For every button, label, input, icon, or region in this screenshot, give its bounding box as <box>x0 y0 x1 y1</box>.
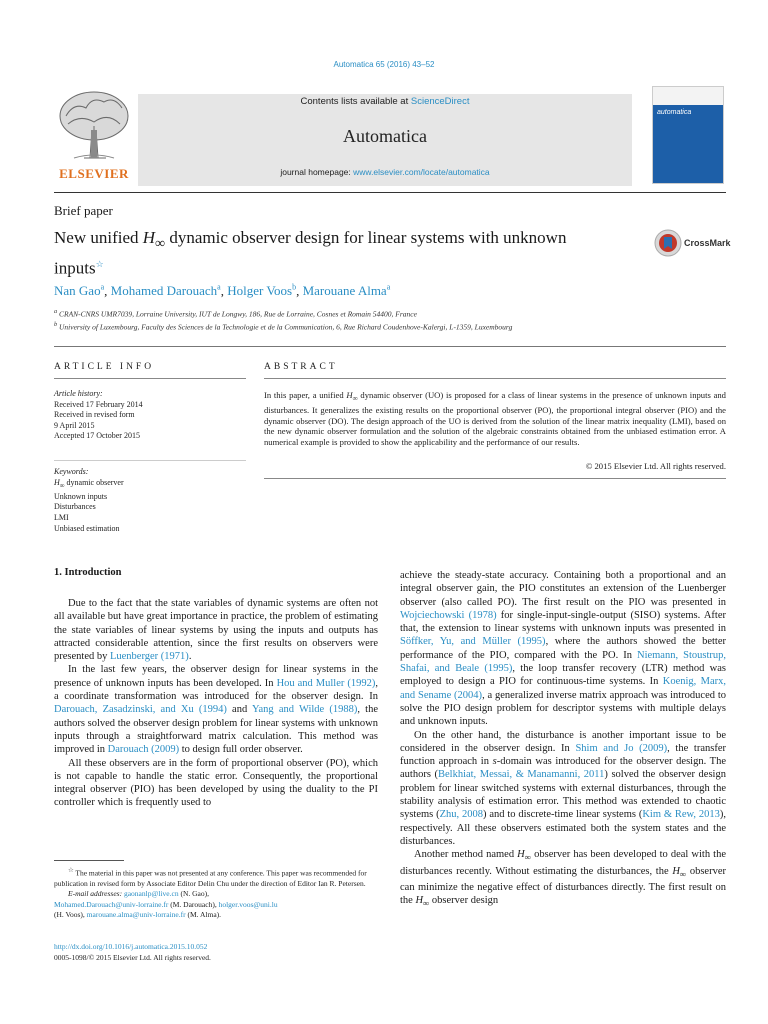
author-link[interactable]: Holger Voos$^b$ <box>227 283 297 299</box>
history-line: Received 17 February 2014 <box>54 399 143 409</box>
crossmark-badge[interactable] <box>654 229 744 257</box>
reference-link[interactable]: Wojciechowski (1978) <box>400 609 497 621</box>
keyword: LMI <box>54 512 69 522</box>
journal-header-band <box>138 94 632 186</box>
title-footnote-marker[interactable]: ☆ <box>95 259 104 270</box>
paragraph: In the last few years, the observer design for linear systems in the presence of unknown inputs has been developed. In Hou and Muller (1992), a coordinate transformation was introduced for the observer design. In Darouach, Zasadzinski, and Xu (1994) and Yang and Wilde (1988), the authors solved the observer design problem for linear systems with unknown inputs through a straightforward matrix calculation. This method was improved in Darouach (2009) to design full order observer. <box>54 664 378 756</box>
keywords: Keywords: $H_\infty$ dynamic observer Unknown inputs Disturbances LMI Unbiased estimation <box>54 467 246 534</box>
crossmark-icon <box>654 229 682 257</box>
divider <box>54 460 246 461</box>
paper-title: New unified $H_\infty$ dynamic observer design for linear systems with unknown inputs☆ <box>54 228 567 279</box>
reference-link[interactable]: Shim and Jo (2009) <box>575 742 668 754</box>
divider <box>54 346 726 347</box>
divider <box>264 378 726 379</box>
email-link[interactable]: Mohamed.Darouach@univ-lorraine.fr <box>54 899 169 909</box>
section-heading-introduction: 1. Introduction <box>54 567 122 578</box>
reference-link[interactable]: Darouach, Zasadzinski, and Xu (1994) <box>54 704 227 716</box>
contents-line: Contents lists available at ScienceDirect <box>300 96 470 107</box>
paper-type: Brief paper <box>54 203 113 218</box>
history-line: 9 April 2015 <box>54 420 95 430</box>
email-link[interactable]: gaonanlp@live.cn <box>123 889 179 899</box>
article-history: Article history: Received 17 February 2014 Received in revised form 9 April 2015 Accepted 17 October 2015 <box>54 389 246 442</box>
journal-homepage-link[interactable]: www.elsevier.com/locate/automatica <box>353 167 490 177</box>
reference-link[interactable]: Luenberger (1971) <box>109 651 189 663</box>
reference-link[interactable]: Zhu, 2008 <box>439 809 483 821</box>
reference-link[interactable]: Darouach (2009) <box>107 744 180 756</box>
author-list: Nan Gao$^a$, Mohamed Darouach$^a$, Holger Voos$^b$, Marouane Alma$^a$ <box>54 283 391 299</box>
author-link[interactable]: Mohamed Darouach$^a$ <box>110 283 221 299</box>
history-line: Received in revised form <box>54 410 135 420</box>
keyword: Unbiased estimation <box>54 523 120 533</box>
reference-link[interactable]: Belkhiat, Messai, & Manamanni, 2011 <box>437 769 605 781</box>
issn-copyright: 0005-1098/© 2015 Elsevier Ltd. All rights reserved. <box>54 953 211 962</box>
sciencedirect-link[interactable]: ScienceDirect <box>410 96 470 107</box>
reference-link[interactable]: Yang and Wilde (1988) <box>251 704 358 716</box>
keyword: $H_\infty$ dynamic observer <box>54 477 124 490</box>
history-line: Accepted 17 October 2015 <box>54 431 140 441</box>
homepage-line: journal homepage: www.elsevier.com/locate/automatica <box>280 167 490 177</box>
affiliation: $^a$ CRAN-CNRS UMR7039, Lorraine University, IUT de Longwy, 186, Rue de Lorraine, Cosnes et Romain 54400, France <box>54 308 417 319</box>
crossmark-label: CrossMark <box>684 238 731 248</box>
elsevier-wordmark: ELSEVIER <box>59 166 129 181</box>
article-info-heading: ARTICLE INFO <box>54 362 155 372</box>
reference-link[interactable]: Niemann, Stoustrup, Shafai, and Beale (1995) <box>400 649 726 675</box>
affiliation: $^b$ University of Luxembourg, Faculty des Sciences de la Technologie et de la Communication, 6, Rue Richard Coudenhove-Kalergi, L-1359, Luxembourg <box>54 321 513 332</box>
keyword: Unknown inputs <box>54 491 108 501</box>
paragraph: Due to the fact that the state variables of dynamic systems are often not all available but have great importance in practice, the problem of estimating the state variables of linear systems by using the inputs and outputs has attracted considerable attention, since the first results on observers were presented by Luenberger (1971). <box>54 598 378 663</box>
email-footnote: E-mail addresses: gaonanlp@live.cn (N. Gao), <box>68 889 209 899</box>
elsevier-logo[interactable] <box>54 86 134 186</box>
email-link[interactable]: holger.voos@uni.lu <box>218 899 278 909</box>
email-link[interactable]: marouane.alma@univ-lorraine.fr <box>86 910 186 920</box>
abstract-text: In this paper, a unified $H_\infty$ dynamic observer (UO) is proposed for a class of linear systems in the presence of unknown inputs and disturbances. It generalizes the existing results on the proportional observer (PO), the proportional integral observer (PIO) and the dynamic observer (DO). The design approach of the UO is derived from the solution of the linear matrix inequality (LMI), based on the new dynamic observer formulation and the solution of the algebraic constraints obtained from the unbiased estimation error. A numerical example is provided to show the applicability and the performance of our results. <box>264 390 726 448</box>
footnote-divider <box>54 860 124 861</box>
journal-header <box>54 86 726 190</box>
reference-link[interactable]: Kim & Rew, 2013 <box>642 809 720 821</box>
body-column-right <box>400 569 726 911</box>
paragraph: Another method named $H_\infty$ observer has been developed to deal with the disturbances recently. Without estimating the disturbances, the $H_\infty$ observer can minimize the negative effect of disturbances directly. The first result on the $H_\infty$ observer design <box>400 849 726 909</box>
journal-cover-thumbnail[interactable] <box>652 86 724 184</box>
header-divider <box>54 192 726 193</box>
cover-title: automatica <box>657 109 692 116</box>
keyword: Disturbances <box>54 502 96 512</box>
abstract-heading: ABSTRACT <box>264 362 338 372</box>
author-link[interactable]: Nan Gao$^a$ <box>54 283 105 299</box>
elsevier-tree-icon <box>54 86 134 166</box>
paragraph: achieve the steady-state accuracy. Containing both a proportional and an integral observer gain, the PIO constitutes an extension of the Luenberger observer (also called PO). The first result on the PIO was presented in Wojciechowski (1978) for single-input-single-output (SISO) systems. After that, the extension to linear systems with unknown inputs was presented in Söffker, Yu, and Müller (1995), where the authors showed the better performance of the PIO, compared with the PO. In Niemann, Stoustrup, Shafai, and Beale (1995), the loop transfer recovery (LTR) method was employed to design a PIO for continuous-time systems. In Koenig, Marx, and Sename (2004), a generalized inverse matrix approach was introduced to solve the PIO design problem for descriptor systems with multiple delays and unknown inputs. <box>400 570 727 728</box>
journal-citation[interactable]: Automatica 65 (2016) 43–52 <box>333 60 435 69</box>
doi-link[interactable]: http://dx.doi.org/10.1016/j.automatica.2015.10.052 <box>54 942 208 951</box>
author-link[interactable]: Marouane Alma$^a$ <box>302 283 391 299</box>
footnote: ☆ The material in this paper was not presented at any conference. This paper was recommended for publication in revised form by Associate Editor Delin Chu under the direction of Editor Ian R. Petersen. <box>54 867 367 888</box>
journal-name: Automatica <box>343 126 427 146</box>
paragraph: On the other hand, the disturbance is another important issue to be considered in the observer design. In Shim and Jo (2009), the transfer function approach in s-domain was introduced for the observer design. The authors (Belkhiat, Messai, & Manamanni, 2011) solved the observer design problem for linear switched systems with external disturbances, through the stability analysis of estimation error. This method was extended to chaotic systems (Zhu, 2008) and to discrete-time linear systems (Kim & Rew, 2013), respectively. All these observers estimated both the system states and the disturbances. <box>400 729 727 847</box>
paragraph: All these observers are in the form of proportional observer (PO), which is not capable to handle the static error. Consequently, the proportional integral observer (PIO) has been developed by using the duality to the PI controller which is frequently used to <box>54 757 378 809</box>
reference-link[interactable]: Hou and Muller (1992) <box>276 677 376 689</box>
abstract-copyright: © 2015 Elsevier Ltd. All rights reserved. <box>585 461 726 471</box>
footnotes: ☆ The material in this paper was not presented at any conference. This paper was recommended for publication in revised form by Associate Editor Delin Chu under the direction of Editor Ian R. Petersen. E-mail addresses: gaonanlp@live.cn (N. Gao), Mohamed.Darouach@univ-lorraine.fr (M. Darouach), holger.voos@uni.lu (H. Voos), marouane.alma@univ-lorraine.fr (M. Alma). <box>54 866 384 921</box>
divider <box>54 378 246 379</box>
reference-link[interactable]: Söffker, Yu, and Müller (1995) <box>400 636 546 648</box>
divider <box>264 478 726 479</box>
reference-link[interactable]: Koenig, Marx, and Sename (2004) <box>400 676 726 701</box>
body-column-left <box>54 597 378 810</box>
